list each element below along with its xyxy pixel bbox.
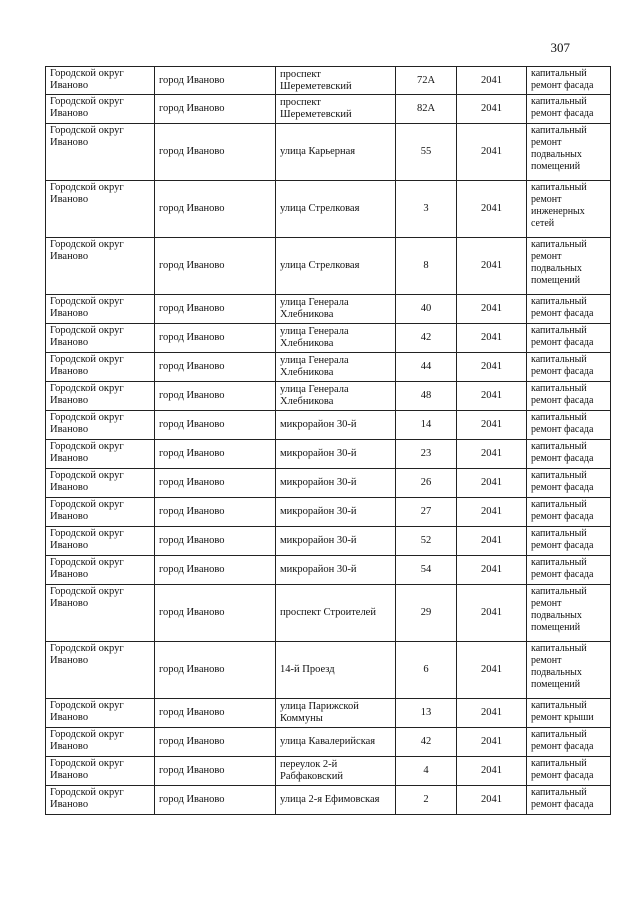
street-cell: улица Стрелковая — [276, 181, 396, 238]
table-row — [46, 238, 611, 295]
year-cell: 2041 — [457, 181, 527, 238]
work-type-cell: капитальный ремонт фасада — [527, 411, 611, 440]
house-number-cell: 4 — [396, 757, 457, 786]
table-row — [46, 95, 611, 124]
street-cell: проспект Шереметевский — [276, 67, 396, 95]
municipality-cell: Городской округ Иваново — [46, 757, 155, 786]
municipality-cell: Городской округ Иваново — [46, 699, 155, 728]
house-number-cell: 55 — [396, 124, 457, 181]
year-cell: 2041 — [457, 295, 527, 324]
work-type-cell: капитальный ремонт фасада — [527, 556, 611, 585]
year-cell: 2041 — [457, 238, 527, 295]
work-type-cell: капитальный ремонт фасада — [527, 95, 611, 124]
table-row — [46, 324, 611, 353]
street-cell: микрорайон 30-й — [276, 498, 396, 527]
work-type-cell: капитальный ремонт крыши — [527, 699, 611, 728]
year-cell: 2041 — [457, 498, 527, 527]
work-type-cell: капитальный ремонт подвальных помещений — [527, 124, 611, 181]
year-cell: 2041 — [457, 382, 527, 411]
municipality-cell: Городской округ Иваново — [46, 353, 155, 382]
municipality-cell: Городской округ Иваново — [46, 642, 155, 699]
street-cell: улица Парижской Коммуны — [276, 699, 396, 728]
street-cell: улица Кавалерийская — [276, 728, 396, 757]
municipality-cell: Городской округ Иваново — [46, 67, 155, 95]
street-cell: улица Генерала Хлебникова — [276, 295, 396, 324]
table-row — [46, 786, 611, 815]
table-row — [46, 440, 611, 469]
work-type-cell: капитальный ремонт фасада — [527, 353, 611, 382]
settlement-cell: город Иваново — [155, 527, 276, 556]
settlement-cell: город Иваново — [155, 67, 276, 95]
settlement-cell: город Иваново — [155, 382, 276, 411]
work-type-cell: капитальный ремонт фасада — [527, 757, 611, 786]
year-cell: 2041 — [457, 324, 527, 353]
settlement-cell: город Иваново — [155, 556, 276, 585]
table-row — [46, 181, 611, 238]
year-cell: 2041 — [457, 411, 527, 440]
municipality-cell: Городской округ Иваново — [46, 556, 155, 585]
year-cell: 2041 — [457, 699, 527, 728]
work-type-cell: капитальный ремонт фасада — [527, 786, 611, 815]
house-number-cell: 42 — [396, 728, 457, 757]
year-cell: 2041 — [457, 67, 527, 95]
work-type-cell: капитальный ремонт фасада — [527, 67, 611, 95]
settlement-cell: город Иваново — [155, 124, 276, 181]
work-type-cell: капитальный ремонт фасада — [527, 498, 611, 527]
year-cell: 2041 — [457, 757, 527, 786]
settlement-cell: город Иваново — [155, 757, 276, 786]
house-number-cell: 23 — [396, 440, 457, 469]
municipality-cell: Городской округ Иваново — [46, 440, 155, 469]
table-row — [46, 353, 611, 382]
street-cell: улица Генерала Хлебникова — [276, 382, 396, 411]
municipality-cell: Городской округ Иваново — [46, 95, 155, 124]
street-cell: микрорайон 30-й — [276, 440, 396, 469]
street-cell: улица Карьерная — [276, 124, 396, 181]
street-cell: проспект Шереметевский — [276, 95, 396, 124]
house-number-cell: 82А — [396, 95, 457, 124]
settlement-cell: город Иваново — [155, 699, 276, 728]
settlement-cell: город Иваново — [155, 585, 276, 642]
table-row — [46, 728, 611, 757]
work-type-cell: капитальный ремонт фасада — [527, 469, 611, 498]
year-cell: 2041 — [457, 440, 527, 469]
year-cell: 2041 — [457, 585, 527, 642]
street-cell: микрорайон 30-й — [276, 469, 396, 498]
year-cell: 2041 — [457, 527, 527, 556]
settlement-cell: город Иваново — [155, 786, 276, 815]
municipality-cell: Городской округ Иваново — [46, 181, 155, 238]
street-cell: переулок 2-й Рабфаковский — [276, 757, 396, 786]
house-number-cell: 2 — [396, 786, 457, 815]
settlement-cell: город Иваново — [155, 324, 276, 353]
year-cell: 2041 — [457, 353, 527, 382]
work-type-cell: капитальный ремонт фасада — [527, 295, 611, 324]
settlement-cell: город Иваново — [155, 411, 276, 440]
house-number-cell: 40 — [396, 295, 457, 324]
work-type-cell: капитальный ремонт подвальных помещений — [527, 642, 611, 699]
street-cell: улица 2-я Ефимовская — [276, 786, 396, 815]
house-number-cell: 48 — [396, 382, 457, 411]
table-row — [46, 498, 611, 527]
municipality-cell: Городской округ Иваново — [46, 527, 155, 556]
settlement-cell: город Иваново — [155, 440, 276, 469]
street-cell: микрорайон 30-й — [276, 411, 396, 440]
street-cell: микрорайон 30-й — [276, 527, 396, 556]
house-number-cell: 6 — [396, 642, 457, 699]
municipality-cell: Городской округ Иваново — [46, 238, 155, 295]
table-row — [46, 527, 611, 556]
work-type-cell: капитальный ремонт инженерных сетей — [527, 181, 611, 238]
settlement-cell: город Иваново — [155, 181, 276, 238]
house-number-cell: 72А — [396, 67, 457, 95]
table-row — [46, 295, 611, 324]
housing-repair-table — [45, 66, 611, 815]
table-row — [46, 642, 611, 699]
house-number-cell: 29 — [396, 585, 457, 642]
municipality-cell: Городской округ Иваново — [46, 382, 155, 411]
house-number-cell: 44 — [396, 353, 457, 382]
table-row — [46, 382, 611, 411]
year-cell: 2041 — [457, 728, 527, 757]
year-cell: 2041 — [457, 124, 527, 181]
work-type-cell: капитальный ремонт подвальных помещений — [527, 238, 611, 295]
page-number: 307 — [550, 40, 570, 55]
year-cell: 2041 — [457, 786, 527, 815]
table-row — [46, 757, 611, 786]
settlement-cell: город Иваново — [155, 238, 276, 295]
house-number-cell: 52 — [396, 527, 457, 556]
table-row — [46, 67, 611, 95]
table-row — [46, 699, 611, 728]
street-cell: проспект Строителей — [276, 585, 396, 642]
street-cell: улица Стрелковая — [276, 238, 396, 295]
table-row — [46, 585, 611, 642]
municipality-cell: Городской округ Иваново — [46, 786, 155, 815]
work-type-cell: капитальный ремонт фасада — [527, 324, 611, 353]
settlement-cell: город Иваново — [155, 295, 276, 324]
house-number-cell: 54 — [396, 556, 457, 585]
table-row — [46, 469, 611, 498]
street-cell: 14-й Проезд — [276, 642, 396, 699]
work-type-cell: капитальный ремонт фасада — [527, 728, 611, 757]
municipality-cell: Городской округ Иваново — [46, 498, 155, 527]
house-number-cell: 26 — [396, 469, 457, 498]
house-number-cell: 42 — [396, 324, 457, 353]
street-cell: улица Генерала Хлебникова — [276, 324, 396, 353]
work-type-cell: капитальный ремонт фасада — [527, 440, 611, 469]
municipality-cell: Городской округ Иваново — [46, 728, 155, 757]
house-number-cell: 14 — [396, 411, 457, 440]
settlement-cell: город Иваново — [155, 95, 276, 124]
settlement-cell: город Иваново — [155, 353, 276, 382]
settlement-cell: город Иваново — [155, 642, 276, 699]
settlement-cell: город Иваново — [155, 728, 276, 757]
municipality-cell: Городской округ Иваново — [46, 124, 155, 181]
house-number-cell: 13 — [396, 699, 457, 728]
municipality-cell: Городской округ Иваново — [46, 469, 155, 498]
municipality-cell: Городской округ Иваново — [46, 295, 155, 324]
settlement-cell: город Иваново — [155, 498, 276, 527]
year-cell: 2041 — [457, 556, 527, 585]
work-type-cell: капитальный ремонт фасада — [527, 527, 611, 556]
settlement-cell: город Иваново — [155, 469, 276, 498]
table-row — [46, 411, 611, 440]
table-row — [46, 556, 611, 585]
street-cell: улица Генерала Хлебникова — [276, 353, 396, 382]
year-cell: 2041 — [457, 95, 527, 124]
municipality-cell: Городской округ Иваново — [46, 411, 155, 440]
house-number-cell: 3 — [396, 181, 457, 238]
table-body — [46, 67, 611, 815]
year-cell: 2041 — [457, 469, 527, 498]
year-cell: 2041 — [457, 642, 527, 699]
house-number-cell: 27 — [396, 498, 457, 527]
table-row — [46, 124, 611, 181]
work-type-cell: капитальный ремонт подвальных помещений — [527, 585, 611, 642]
municipality-cell: Городской округ Иваново — [46, 324, 155, 353]
house-number-cell: 8 — [396, 238, 457, 295]
municipality-cell: Городской округ Иваново — [46, 585, 155, 642]
work-type-cell: капитальный ремонт фасада — [527, 382, 611, 411]
street-cell: микрорайон 30-й — [276, 556, 396, 585]
